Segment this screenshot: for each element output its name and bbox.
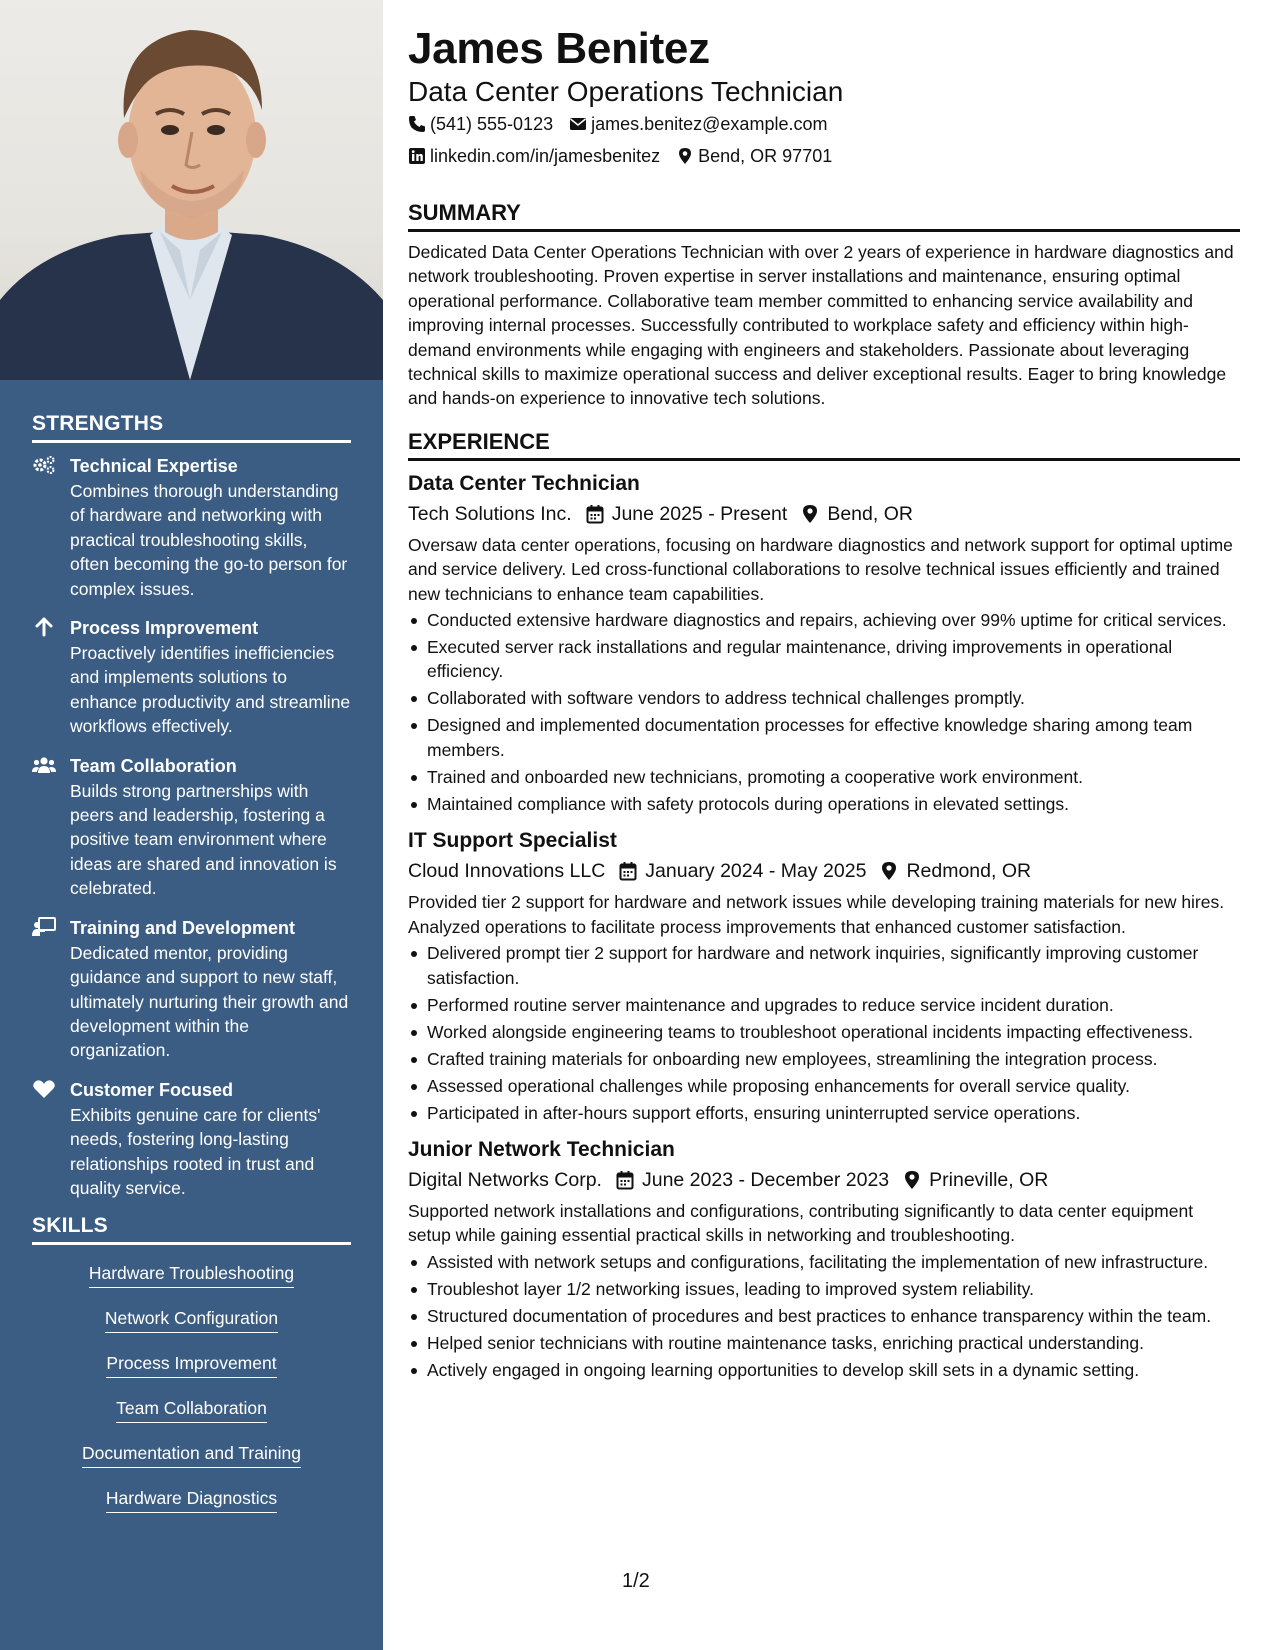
candidate-name: James Benitez (408, 24, 710, 73)
strength-title: Customer Focused (70, 1079, 234, 1100)
strength-description: Exhibits genuine care for clients' needs, fostering long-lasting relationships rooted in trust and quality service. (70, 1104, 321, 1198)
strength-title: Technical Expertise (70, 456, 238, 476)
calendar-icon (616, 1170, 634, 1190)
calendar-icon (586, 504, 604, 524)
job-company: Cloud Innovations LLC (408, 860, 606, 883)
strength-item (32, 615, 351, 739)
list-item: Performed routine server maintenance and upgrades to reduce service incident duration. (408, 993, 1240, 1017)
job-dates-text: June 2025 - Present (611, 502, 788, 525)
list-item: Structured documentation of procedures and best practices to enhance transparency within the team. (408, 1304, 1240, 1328)
list-item: Collaborated with software vendors to address technical challenges promptly. (408, 686, 1240, 710)
job-location (801, 499, 913, 529)
strength-title: Training and Development (70, 917, 296, 938)
job-dates (586, 499, 788, 529)
job-description: Provided tier 2 support for hardware and network issues while developing training materials for new hires. Analyzed operations to facilitate process improvements that enhanced customer satisfaction. (408, 892, 1225, 937)
list-item: Designed and implemented documentation processes for effective knowledge sharing among team members. (408, 713, 1240, 762)
job-entry (408, 826, 1240, 1125)
contact-row (408, 140, 1240, 172)
strength-item (32, 915, 351, 1063)
map-pin-icon (801, 504, 819, 524)
summary-heading: SUMMARY (408, 200, 1240, 232)
job-company: Digital Networks Corp. (408, 1168, 602, 1191)
email-text: james.benitez@example.com (591, 114, 828, 134)
strength-item (32, 753, 351, 901)
job-location-text: Redmond, OR (906, 860, 1032, 883)
job-location-text: Bend, OR (827, 502, 913, 525)
phone-icon (408, 115, 426, 133)
location-text: Bend, OR 97701 (698, 146, 833, 166)
list-item: Helped senior technicians with routine maintenance tasks, enriching practical understanding. (408, 1331, 1240, 1355)
sidebar-content (32, 412, 351, 1531)
job-meta (408, 856, 1240, 886)
list-item: Worked alongside engineering teams to troubleshoot operational incidents impacting effectiveness. (408, 1020, 1240, 1044)
job-dates-text: January 2024 - May 2025 (645, 860, 867, 883)
skill-tag: Network Configuration (105, 1306, 278, 1333)
list-item: Crafted training materials for onboarding new employees, streamlining the integration process. (408, 1047, 1240, 1071)
job-location (903, 1165, 1048, 1195)
strength-description: Proactively identifies inefficiencies and implements solutions to enhance productivity and streamline workflows effectively. (70, 643, 351, 737)
list-item: Executed server rack installations and regular maintenance, driving improvements in operational efficiency. (408, 635, 1240, 684)
phone-text: (541) 555-0123 (430, 114, 554, 134)
summary-text: Dedicated Data Center Operations Technician with over 2 years of experience in hardware diagnostics and network troubleshooting. Proven expertise in server installations and maintenance, ensuring optimal operational performance. Collaborative team member committed to enhancing service availability and improving internal processes. Successfully contributed to workplace safety and efficiency within high-demand environments while engaging with engineers and stakeholders. Passionate about leveraging technical skills to maximize operational success and deliver exceptional results. Eager to bring knowledge and hands-on experience to innovative tech solutions. (408, 242, 1234, 409)
list-item: Actively engaged in ongoing learning opportunities to develop skill sets in a dynamic setting. (408, 1358, 1240, 1382)
job-title: Data Center Technician (408, 471, 640, 495)
map-pin-icon (880, 861, 898, 881)
list-item: Participated in after-hours support efforts, ensuring uninterrupted service operations. (408, 1101, 1240, 1125)
strength-description: Dedicated mentor, providing guidance and support to new staff, ultimately nurturing their growth and development within the organization. (70, 942, 349, 1061)
experience-heading: EXPERIENCE (408, 429, 1240, 461)
job-entry (408, 1135, 1240, 1382)
contact-row (408, 108, 1240, 140)
portrait-illustration (0, 0, 383, 380)
page-number: 1/2 (622, 1570, 650, 1592)
map-pin-icon (903, 1170, 921, 1190)
main-content (408, 22, 1240, 1392)
job-company: Tech Solutions Inc. (408, 502, 572, 525)
job-dates (619, 856, 866, 886)
arrow-up-icon (32, 615, 70, 739)
linkedin-text: linkedin.com/in/jamesbenitez (430, 146, 661, 166)
strength-description: Builds strong partnerships with peers and leadership, fostering a positive team environment where ideas are shared and innovation is celebrated. (70, 780, 337, 899)
heart-icon (32, 1077, 70, 1201)
job-meta (408, 1165, 1240, 1195)
strength-title: Team Collaboration (70, 755, 237, 776)
skills-heading: SKILLS (32, 1214, 351, 1245)
linkedin-icon (408, 147, 426, 165)
job-dates (616, 1165, 889, 1195)
job-bullets (408, 1250, 1240, 1382)
contact-linkedin[interactable] (408, 140, 660, 172)
sidebar (0, 0, 383, 1650)
chalkboard-teacher-icon (32, 915, 70, 1063)
strength-item (32, 453, 351, 601)
skill-tag: Documentation and Training (82, 1441, 301, 1468)
skill-tag: Hardware Diagnostics (106, 1486, 277, 1513)
list-item: Troubleshot layer 1/2 networking issues, leading to improved system reliability. (408, 1277, 1240, 1301)
list-item: Conducted extensive hardware diagnostics and repairs, achieving over 99% uptime for critical services. (408, 608, 1240, 632)
list-item: Delivered prompt tier 2 support for hardware and network inquiries, significantly improving customer satisfaction. (408, 941, 1240, 990)
skills-list (32, 1255, 351, 1531)
list-item: Trained and onboarded new technicians, promoting a cooperative work environment. (408, 765, 1240, 789)
map-pin-icon (676, 147, 694, 165)
job-bullets (408, 941, 1240, 1125)
skill-tag: Process Improvement (106, 1351, 276, 1378)
users-icon (32, 753, 70, 901)
list-item: Assessed operational challenges while proposing enhancements for overall service quality. (408, 1074, 1240, 1098)
gears-icon (32, 453, 70, 601)
strengths-heading: STRENGTHS (32, 412, 351, 443)
job-description: Supported network installations and configurations, contributing significantly to data center equipment setup while gaining essential practical skills in networking and troubleshooting. (408, 1200, 1194, 1246)
strength-description: Combines thorough understanding of hardware and networking with practical troubleshooting skills, often becoming the go-to person for complex issues. (70, 481, 348, 599)
job-location-text: Prineville, OR (929, 1168, 1049, 1191)
contact-email[interactable] (569, 108, 827, 140)
envelope-icon (569, 115, 587, 133)
skill-tag: Team Collaboration (116, 1396, 267, 1423)
job-meta (408, 499, 1240, 529)
list-item: Assisted with network setups and configurations, facilitating the implementation of new infrastructure. (408, 1250, 1240, 1274)
job-location (880, 856, 1031, 886)
profile-photo (0, 0, 383, 380)
skill-tag: Hardware Troubleshooting (89, 1261, 294, 1288)
job-entry (408, 469, 1240, 816)
job-title: Junior Network Technician (408, 1137, 675, 1161)
job-bullets (408, 608, 1240, 816)
job-title: IT Support Specialist (408, 829, 617, 853)
contact-location (676, 140, 832, 172)
calendar-icon (619, 861, 637, 881)
contact-phone[interactable] (408, 108, 553, 140)
job-description: Oversaw data center operations, focusing on hardware diagnostics and network support for optimal uptime and service delivery. Led cross-functional collaborations to resolve technical issues efficiently and trained new technicians to enhance team capabilities. (408, 534, 1233, 604)
job-dates-text: June 2023 - December 2023 (641, 1168, 890, 1191)
candidate-title: Data Center Operations Technician (408, 76, 844, 107)
list-item: Maintained compliance with safety protocols during operations in elevated settings. (408, 792, 1240, 816)
strength-item (32, 1077, 351, 1201)
strength-title: Process Improvement (70, 618, 259, 639)
